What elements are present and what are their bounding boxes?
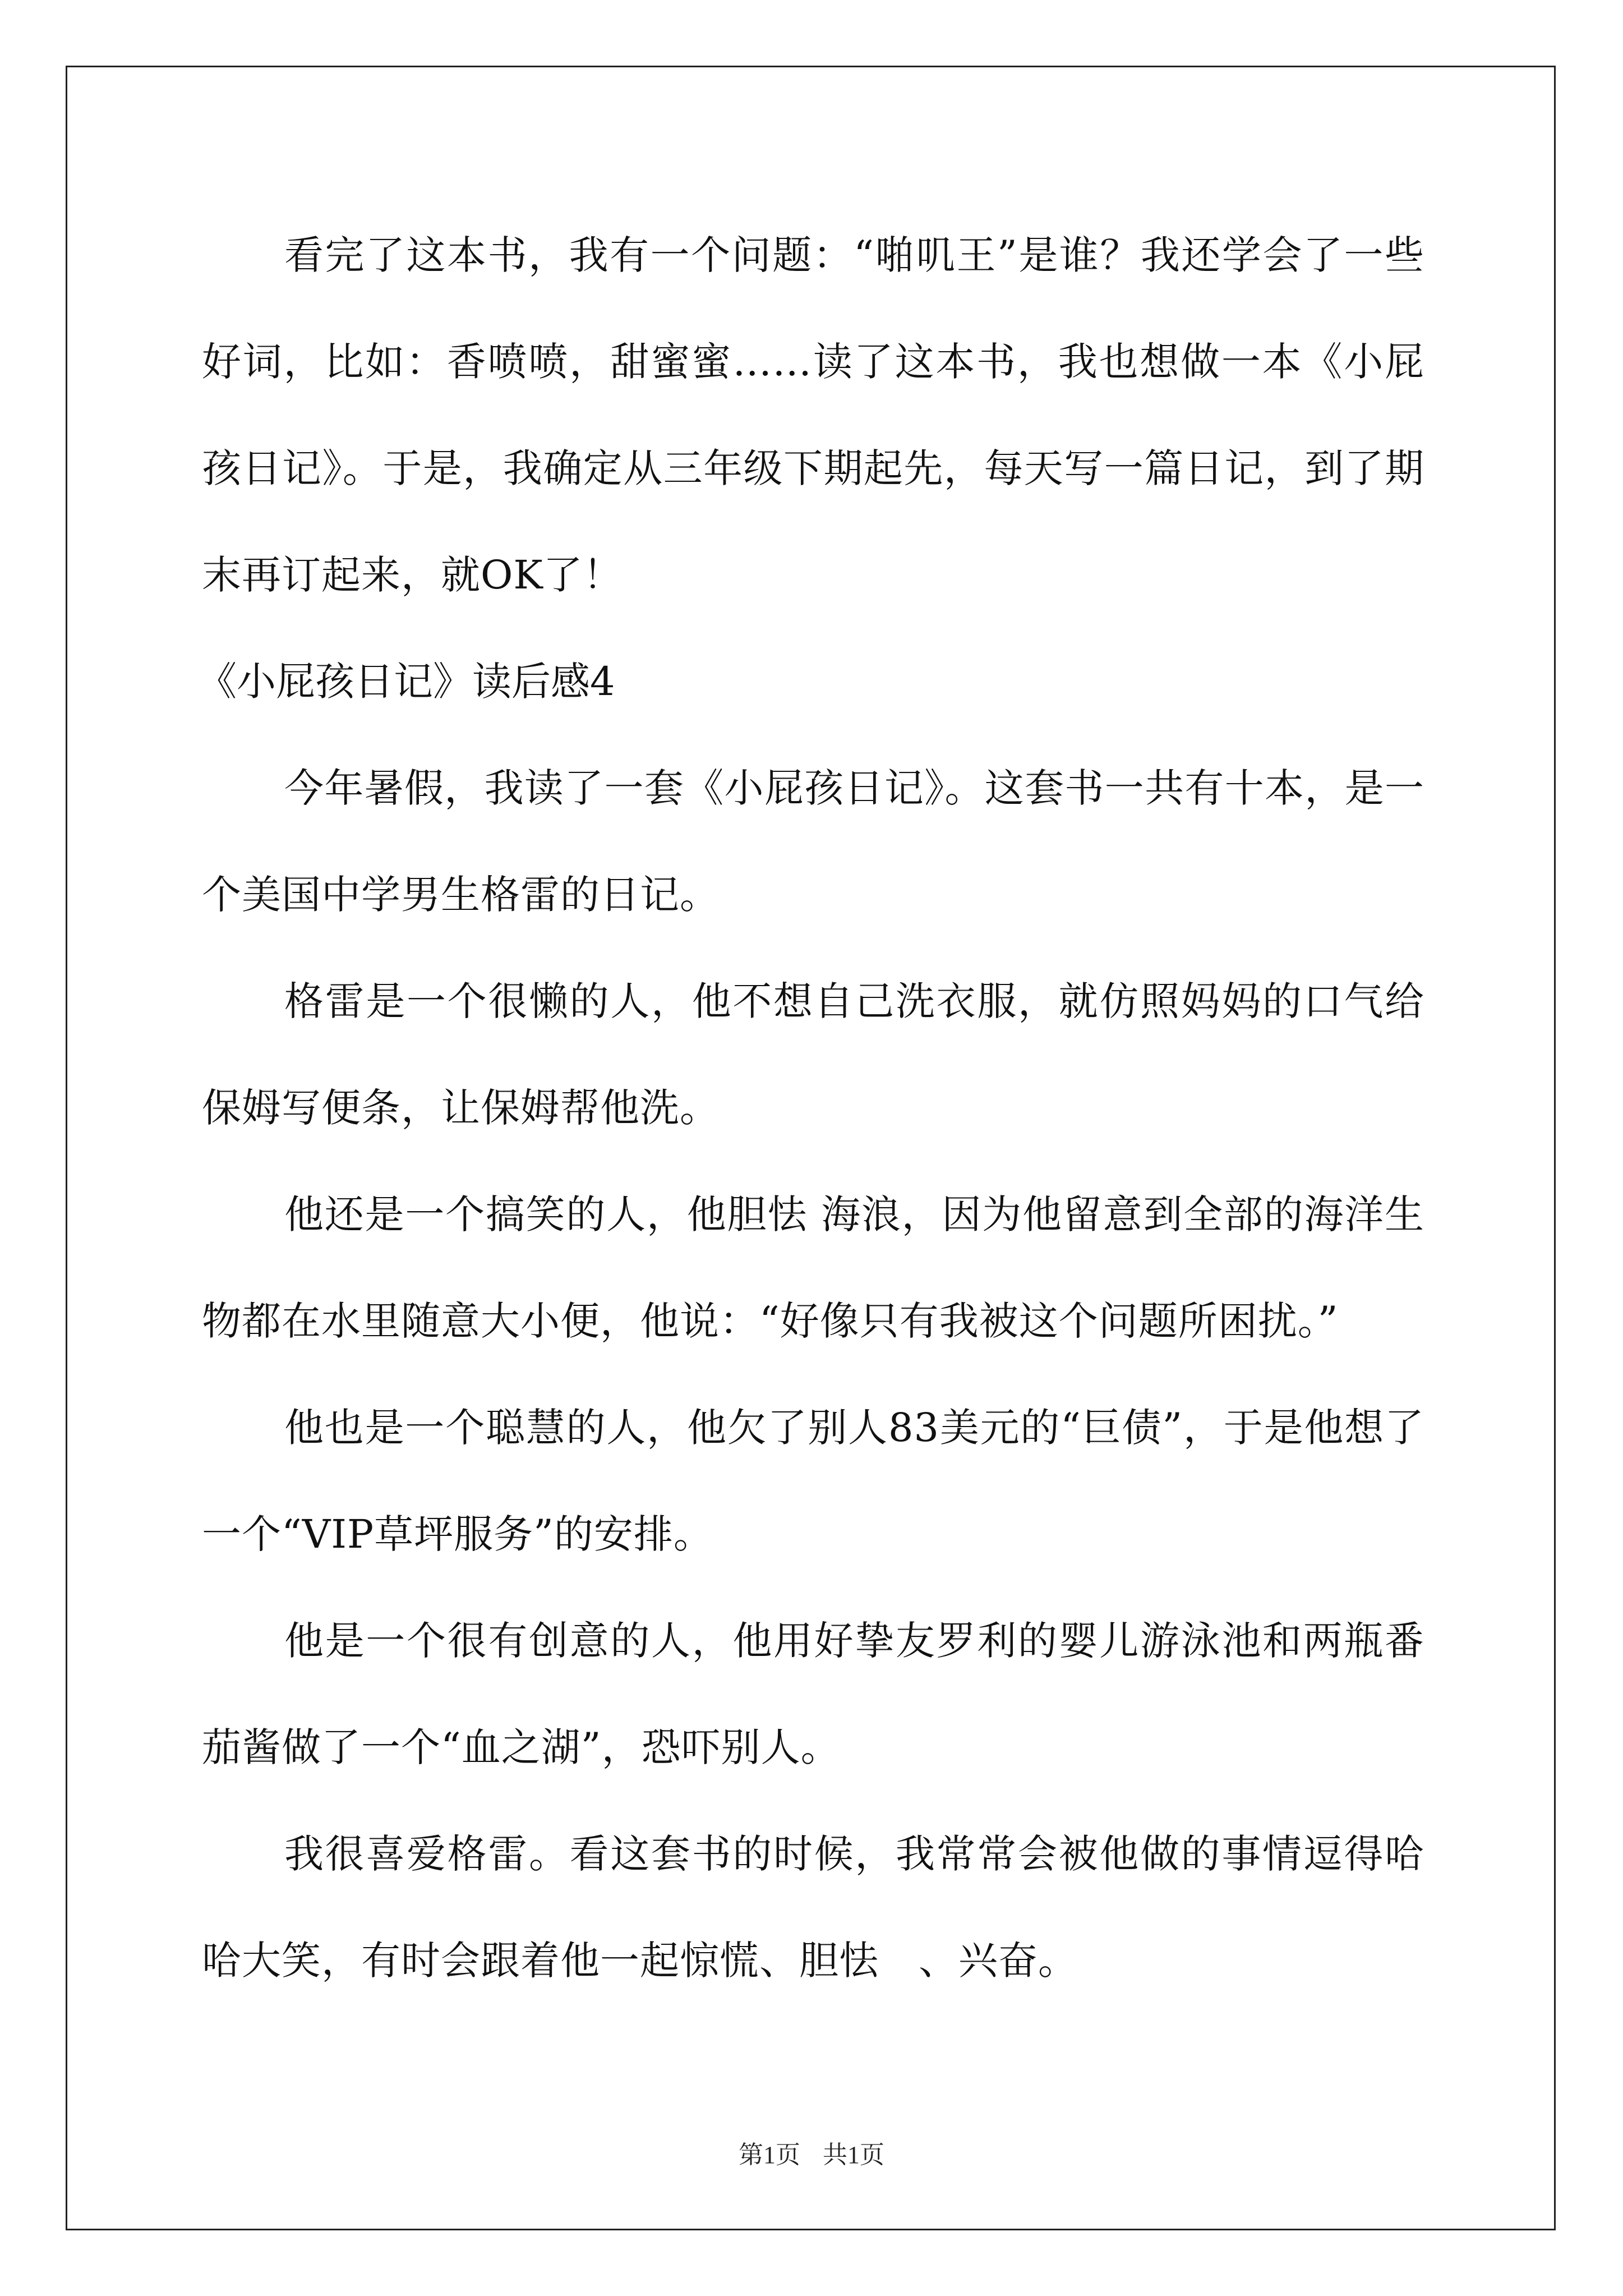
paragraph: 格雷是一个很懒的人，他不想自己洗衣服，就仿照妈妈的口气给保姆写便条，让保姆帮他洗。 bbox=[202, 978, 1424, 1131]
paragraph: 他也是一个聪慧的人，他欠了别人83美元的“巨债”，于是他想了一个“VIP草坪服务”的安排。 bbox=[202, 1405, 1424, 1557]
paragraph: 他是一个很有创意的人，他用好挚友罗利的婴儿游泳池和两瓶番茄酱做了一个“血之湖”，恐吓别人。 bbox=[202, 1618, 1424, 1770]
paragraph: 我很喜爱格雷。看这套书的时候，我常常会被他做的事情逗得哈哈大笑，有时会跟着他一起惊慌、胆怯 、兴奋。 bbox=[202, 1831, 1424, 1984]
paragraph: 他还是一个搞笑的人，他胆怯 海浪，因为他留意到全部的海洋生物都在水里随意大小便，他说：“好像只有我被这个问题所困扰。” bbox=[202, 1191, 1424, 1344]
paragraph-intro: 看完了这本书，我有一个问题：“啪叽王”是谁？我还学会了一些好词，比如：香喷喷，甜蜜蜜……读了这本书，我也想做一本《小屁孩日记》。于是，我确定从三年级下期起先，每天写一篇日记，到了期末再订起来，就OK了！ bbox=[202, 232, 1424, 598]
paragraph: 今年暑假，我读了一套《小屁孩日记》。这套书一共有十本，是一个美国中学男生格雷的日记。 bbox=[202, 765, 1424, 918]
section-title: 《小屁孩日记》读后感4 bbox=[197, 659, 615, 705]
page-number: 第1页 bbox=[739, 2141, 800, 2169]
document-body bbox=[197, 202, 1424, 2014]
page-total: 共1页 bbox=[823, 2141, 884, 2169]
page-footer bbox=[0, 2134, 1623, 2170]
